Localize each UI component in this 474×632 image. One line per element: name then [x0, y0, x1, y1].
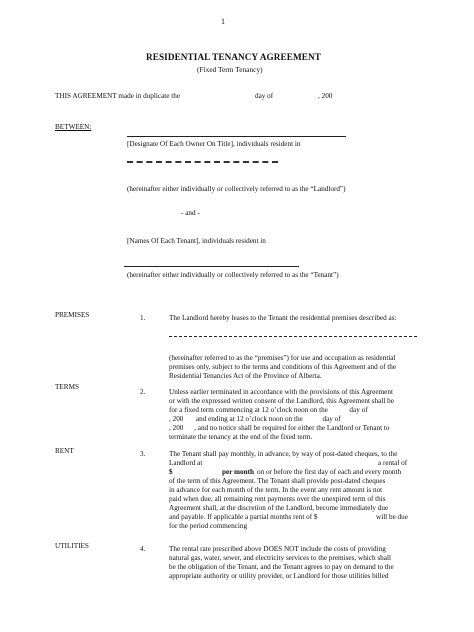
utilities-line: The rental rate prescribed above DOES NOT include the costs of providing	[169, 545, 386, 553]
owner-residence-line	[127, 161, 278, 163]
rent-period-commencing: for the period commencing	[169, 522, 248, 530]
utilities-line: be the obligation of the Tenant, and the Tenant agrees to pay on demand to the	[169, 563, 394, 571]
rent-line: in advance for each month of the term. In the event any rent amount is not	[169, 486, 383, 494]
premises-line: premises only, subject to the terms and conditions of this Agreement and of the	[169, 363, 397, 371]
premises-heading: PREMISES	[55, 311, 90, 319]
terms-line: terminate the tenancy at the end of the fixed term.	[169, 433, 313, 441]
and-separator: - and -	[181, 209, 200, 217]
tenant-residence-line	[124, 266, 299, 267]
premises-text: The Landlord hereby leases to the Tenant the residential premises described as:	[169, 314, 397, 322]
rent-partial-amount: and payable. If applicable a partial months rent of $	[169, 513, 318, 521]
utilities-paragraph	[169, 545, 394, 581]
terms-line: Unless earlier terminated in accordance with the provisions of this Agreement	[169, 388, 393, 396]
agreement-intro: THIS AGREEMENT made in duplicate the	[55, 92, 181, 100]
rent-rental-of: a rental of	[378, 459, 408, 467]
rent-line: Agreement shall, at the discretion of the Landlord, become immediately due	[169, 504, 389, 512]
rent-line-1: The Tenant shall pay monthly, in advance, by way of post-dated cheques, to the	[169, 450, 398, 458]
premises-number: 1.	[140, 314, 146, 322]
rent-dollar-sign: $	[169, 468, 173, 476]
document-subtitle: (Fixed Term Tenancy)	[197, 65, 263, 74]
rent-paragraph	[169, 477, 388, 513]
owner-name-line	[127, 136, 346, 137]
rent-due-date: on or before the first day of each and every month	[257, 468, 402, 476]
agreement-year: , 200	[318, 92, 333, 100]
owner-designation: [Designate Of Each Owner On Title], individuals resident in	[127, 140, 301, 148]
between-label: BETWEEN:	[55, 123, 92, 131]
premises-description-line	[169, 336, 417, 337]
rent-per-month: per month	[222, 468, 255, 476]
terms-line: or with the expressed written consent of the Landlord, this Agreement shall be	[169, 397, 394, 405]
utilities-number: 4.	[140, 545, 146, 553]
terms-paragraph	[169, 388, 394, 442]
page-number: 1	[221, 17, 225, 26]
terms-heading: TERMS	[55, 383, 79, 391]
rent-line: of the term of this Agreement. The Tenant shall provide post-dated cheques	[169, 477, 386, 485]
rent-number: 3.	[140, 450, 146, 458]
tenant-reference: (hereinafter either individually or collectively referred to as the “Tenant”)	[127, 271, 339, 279]
utilities-heading: UTILITIES	[55, 542, 89, 550]
utilities-line: appropriate authority or utility provider, or Landlord for those utilities billed	[169, 572, 389, 580]
landlord-reference: (hereinafter either individually or collectively referred to as the “Landlord”)	[127, 185, 346, 193]
terms-line: for a fixed term commencing at 12 o’clock noon on the day of	[169, 406, 368, 414]
rent-line: paid when due, all remaining rent payments over the unexpired term of this	[169, 495, 386, 503]
tenant-names: [Names Of Each Tenant], individuals resident in	[127, 237, 266, 245]
agreement-day-of: day of	[255, 92, 274, 100]
premises-paragraph	[169, 354, 396, 381]
terms-number: 2.	[140, 388, 146, 396]
premises-line: (hereinafter referred to as the “premises”) for use and occupation as residential	[169, 354, 396, 362]
utilities-line: natural gas, water, sewer, and electricity services to the premises, which shall	[169, 554, 391, 562]
premises-line: Residential Tenancies Act of the Province of Alberta.	[169, 372, 322, 380]
terms-line: , 200 , and no notice shall be required for either the Landlord or Tenant to	[169, 424, 390, 432]
rent-heading: RENT	[55, 447, 74, 455]
rent-landlord-at: Landlord at	[169, 459, 203, 467]
rent-will-be-due: will be due	[376, 513, 408, 521]
terms-line: , 200 and ending at 12 o’clock noon on the day of	[169, 415, 341, 423]
document-title: RESIDENTIAL TENANCY AGREEMENT	[146, 52, 321, 62]
